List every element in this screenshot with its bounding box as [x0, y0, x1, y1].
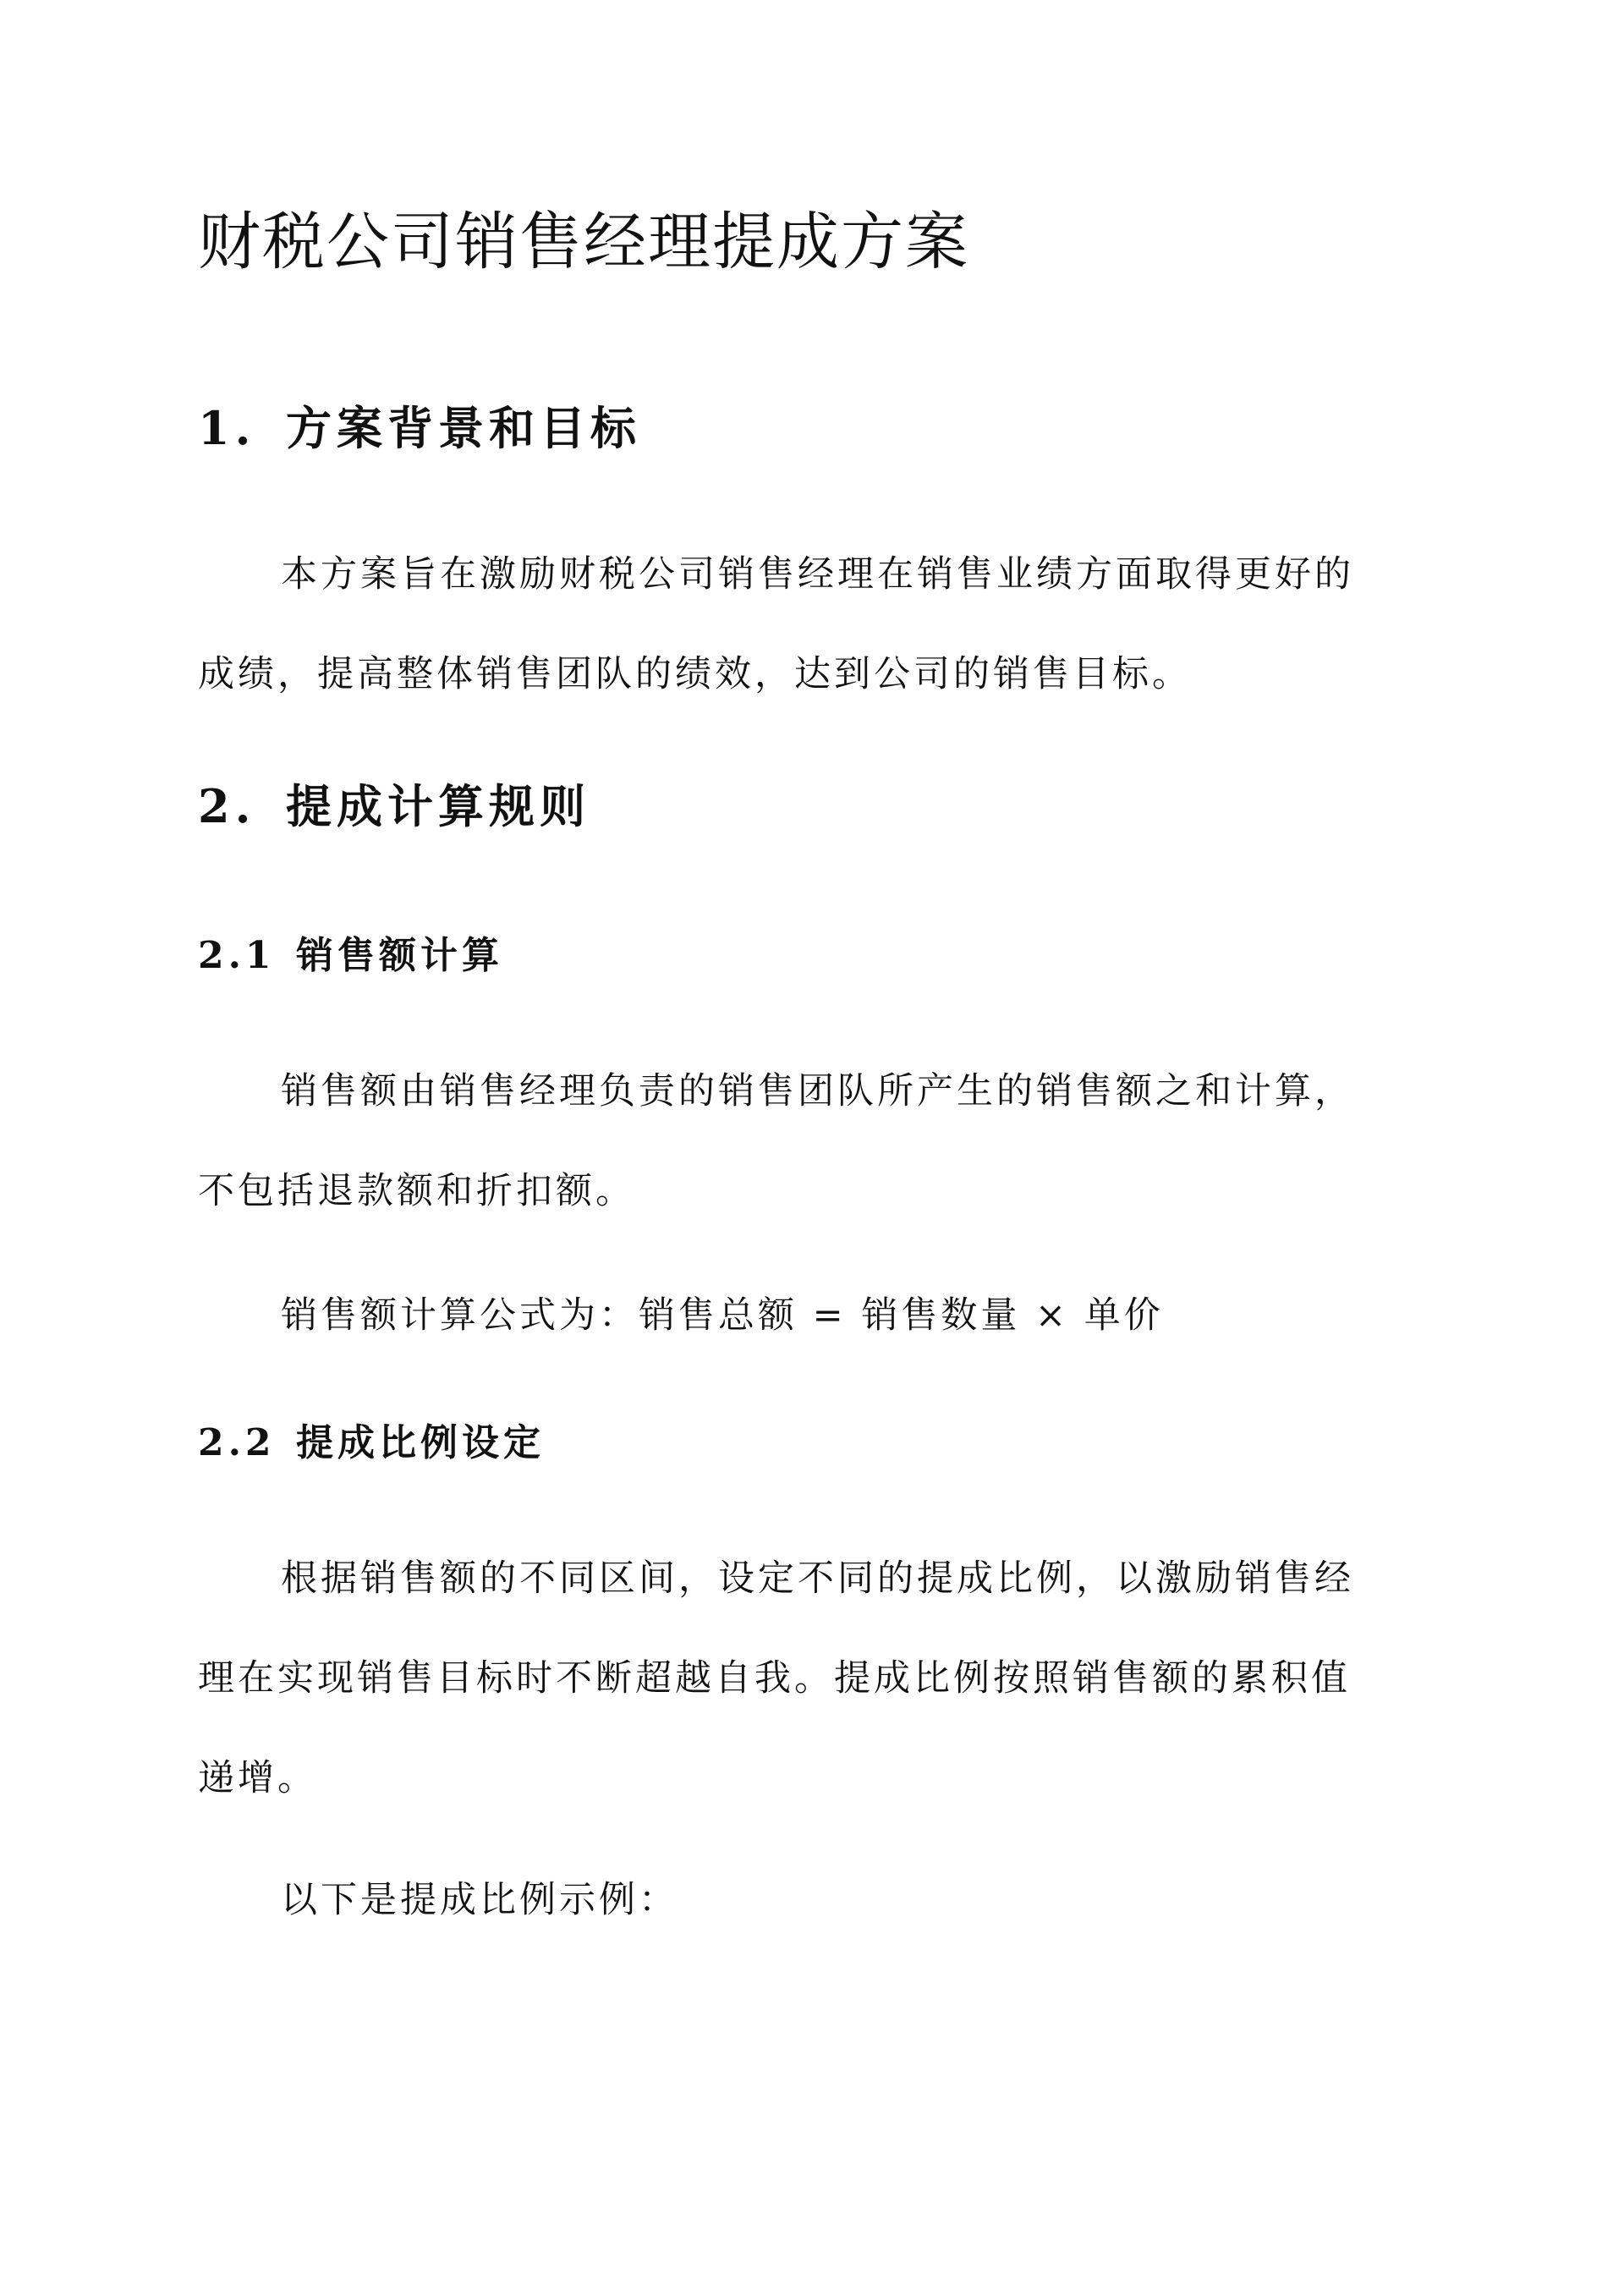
subsection-2-1-paragraph [198, 1041, 1424, 1241]
subsection-2-1-number: 2.1 [198, 934, 276, 977]
paragraph-line: 根据销售额的不同区间，设定不同的提成比例，以激励销售经 [281, 1557, 1354, 1600]
paragraph-line: 递增。 [198, 1757, 317, 1799]
section-1-number: 1. [198, 401, 256, 455]
paragraph-line: 销售额由销售经理负责的销售团队所产生的销售额之和计算， [281, 1070, 1354, 1112]
subsection-2-2-title: 提成比例设定 [296, 1421, 545, 1464]
example-intro [198, 1850, 1424, 1950]
paragraph-line: 本方案旨在激励财税公司销售经理在销售业绩方面取得更好的 [281, 553, 1354, 596]
paragraph-line: 成绩，提高整体销售团队的绩效，达到公司的销售目标。 [198, 653, 1192, 695]
section-1-title: 方案背景和目标 [286, 401, 641, 455]
subsection-2-2-number: 2.2 [198, 1421, 276, 1464]
paragraph-line: 理在实现销售目标时不断超越自我。提成比例按照销售额的累积值 [198, 1657, 1351, 1700]
sales-formula [198, 1266, 1424, 1365]
section-2-number: 2. [198, 779, 256, 833]
subsection-2-1-heading [198, 929, 503, 983]
subsection-2-2-heading [198, 1416, 545, 1470]
section-1-heading [198, 394, 641, 462]
section-1-paragraph [198, 525, 1424, 724]
section-2-title: 提成计算规则 [286, 779, 590, 833]
example-intro-line: 以下是提成比例示例： [281, 1879, 678, 1921]
section-2-heading [198, 772, 590, 840]
subsection-2-2-paragraph [198, 1529, 1424, 1828]
document-title: 财税公司销售经理提成方案 [198, 206, 969, 278]
formula-line: 销售额计算公式为：销售总额 = 销售数量 × 单价 [281, 1294, 1164, 1337]
paragraph-line: 不包括退款额和折扣额。 [198, 1170, 635, 1212]
subsection-2-1-title: 销售额计算 [296, 934, 503, 977]
